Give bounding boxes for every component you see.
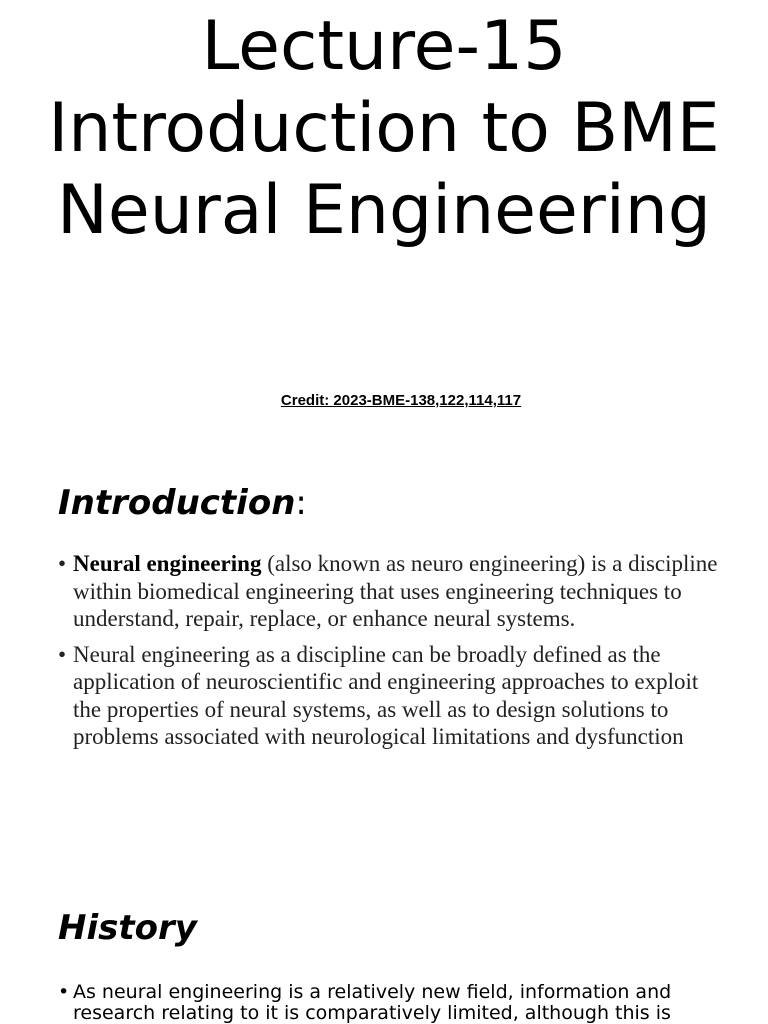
history-heading: History: [58, 908, 197, 948]
lecture-title: [0, 6, 768, 252]
bold-term: Neural engineering: [73, 551, 262, 576]
title-line-1: Lecture-15: [201, 7, 567, 86]
list-item: [58, 982, 718, 1024]
introduction-bullet-list: [58, 550, 718, 759]
bullet-text: As neural engineering is a relatively new field, information and research relating to it is comparatively limited, although this is: [73, 981, 672, 1024]
bullet-text: Neural engineering as a discipline can be broadly defined as the application of neuroscientific and engineering approaches to exploit the properties of neural systems, as well as to design solutions to problems associated with neurological limitations and dysfunction: [73, 641, 699, 749]
bullet-icon: •: [58, 981, 70, 1003]
bullet-icon: •: [58, 641, 67, 667]
introduction-heading-colon: :: [295, 483, 307, 523]
title-line-3: Neural Engineering: [57, 171, 711, 250]
bullet-text: (also known as neuro engineering) is a discipline within biomedical engineering that uses engineering techniques to understand, repair, replace, or enhance neural systems.: [73, 551, 718, 631]
introduction-heading: [58, 483, 307, 523]
title-line-2: Introduction to BME: [48, 89, 720, 168]
bullet-icon: •: [58, 551, 67, 576]
history-bullet-list: [58, 982, 718, 1024]
introduction-heading-text: Introduction: [58, 483, 296, 523]
credit-line: Credit: 2023-BME-138,122,114,117: [280, 392, 522, 409]
list-item: [58, 550, 718, 633]
list-item: [58, 641, 718, 751]
